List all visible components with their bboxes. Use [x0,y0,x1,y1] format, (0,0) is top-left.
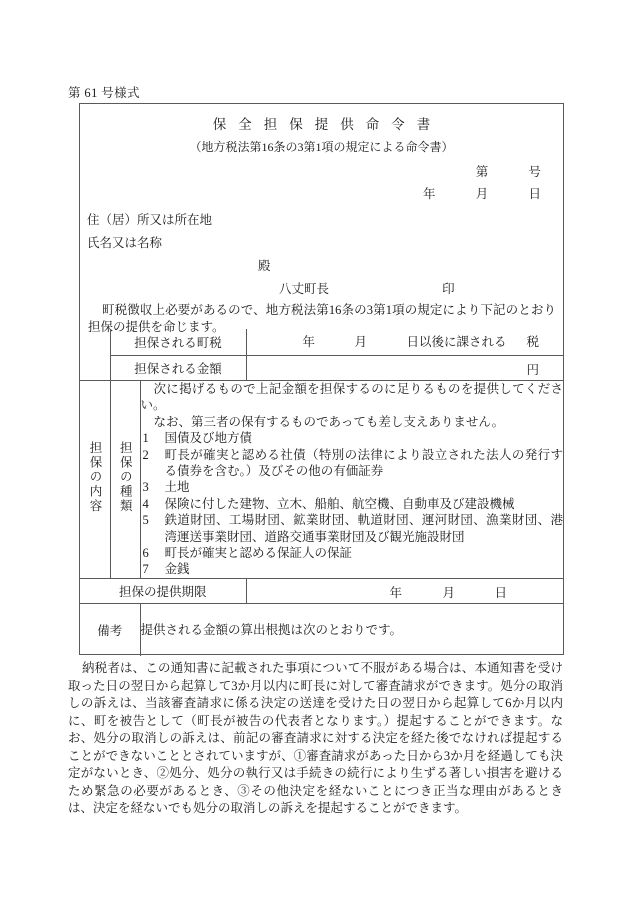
kind-text: 保険に付した建物、立木、船舶、航空機、自動車及び建設機械 [164,496,515,511]
deadline-month-label: 月 [442,585,456,600]
amount-unit-label: 円 [526,363,540,377]
tax-value-cell[interactable] [246,329,563,356]
kind-text: 土地 [164,480,190,495]
list-item [141,447,564,480]
tax-after-text: 日以後に課される [406,335,507,349]
collateral-content-label: 担保の内容 [88,441,102,514]
honorific-label: 殿 [258,259,271,273]
list-item [141,561,564,577]
list-item [141,496,564,512]
kind-number: 2 [142,447,149,462]
remarks-text: 提供される金額の算出根拠は次のとおりです。 [140,622,403,637]
deadline-value-cell[interactable] [246,578,563,603]
form-number: 第 61 号様式 [68,86,140,100]
collateral-kind-label-cell [110,381,140,579]
kind-number: 4 [142,496,149,511]
collateral-kinds-list [141,430,564,578]
kind-text: 鉄道財団、工場財団、鉱業財団、軌道財団、運河財団、漁業財団、港湾運送事業財団、道路交通事業財団及び観光施設財団 [164,513,564,544]
kind-number: 5 [142,513,149,528]
table-row-tax [80,329,563,356]
kind-number: 6 [142,546,149,561]
number-dai-label: 第 [475,165,489,179]
appeal-notice: 納税者は、この通知書に記載された事項について不服がある場合は、本通知書を受け取った日の翌日から起算して3か月以内に町長に対して審査請求ができます。処分の取消しの訴えは、当該審査請求に係る決定の送達を受けた日の翌日から起算して6か月以内に、町を被告として（町長が被告の代表者となります。）提起することができます。なお、処分の取消しの訴えは、前記の審査請求に対する決定を経た後でなければ提起することができないこととされていますが、①審査請求があった日から3か月を経過しても決定がないとき、②処分、処分の執行又は手続きの続行により生ずる著しい損害を避けるため緊急の必要があるとき、③その他決定を経ないことにつき正当な理由があるときは、決定を経ないでも処分の取消しの訴えを提起することができます。 [68,661,563,815]
date-day-label: 日 [528,187,541,201]
list-item [141,512,564,545]
tax-month-label: 月 [354,335,368,349]
date-year-label: 年 [422,187,436,201]
order-statement: 町税徴収上必要があるので、地方税法第16条の3第1項の規定により下記のとおり担保の提供を命じます。 [88,303,556,334]
deadline-label: 担保の提供期限 [119,584,207,599]
remarks-label-cell [80,603,140,656]
list-item [141,430,564,446]
tax-label-cell [110,329,246,356]
table-row-deadline [80,578,563,603]
amount-field [247,357,564,379]
number-gou-label: 号 [528,165,541,179]
kinds-intro-line-2: なお、第三者の保有するものであっても差し支えありません。 [153,414,505,429]
document-subtitle: （地方税法第16条の3第1項の規定による命令書） [189,140,454,154]
collateral-kind-label: 担保の種類 [118,441,133,514]
kind-text: 金銭 [164,562,190,577]
collateral-table [80,329,563,656]
kind-number: 1 [142,431,149,446]
kind-text: 町長が確実と認める社債（特別の法律により設立された法人の発行する債券を含む。）及びその他の有価証券 [164,447,564,479]
kind-text: 町長が確実と認める保証人の保証 [164,546,353,561]
remarks-value-cell[interactable] [140,603,563,656]
collateral-kinds-cell [140,381,563,579]
deadline-year-label: 年 [389,585,403,600]
document-title: 保全担保提供命令書 [212,117,443,132]
issuer-name: 八丈町長 [279,282,330,296]
tax-date-fields [247,329,564,355]
form-outer-box [79,103,564,655]
kind-text: 国債及び地方債 [164,431,253,446]
remarks-label: 備考 [97,623,123,638]
date-month-label: 月 [475,187,489,201]
table-row-amount [80,356,563,381]
seal-mark: 印 [442,282,455,296]
document-date-line [423,184,541,202]
deadline-date-fields [247,580,564,602]
deadline-label-cell [80,578,246,603]
address-label: 住（居）所又は所在地 [87,213,213,227]
form-header [80,104,563,334]
issuer-row [279,279,455,297]
spacer-cell-left [80,329,110,381]
amount-value-cell[interactable] [246,356,563,381]
tax-label: 担保される町税 [134,336,222,350]
name-label: 氏名又は名称 [87,236,163,250]
kind-number: 7 [142,562,149,577]
amount-label-cell [110,356,246,381]
document-number-line [476,162,541,180]
collateral-content-label-cell [80,381,110,579]
kinds-intro-line-1: 次に掲げるもので上記金額を担保するのに足りるものを提供してください。 [140,382,564,413]
table-row-collateral-kinds [80,381,563,579]
list-item [141,545,564,561]
tax-year-label: 年 [302,335,316,349]
kind-number: 3 [142,480,149,495]
table-row-remarks [80,603,563,656]
amount-label: 担保される金額 [134,362,222,376]
tax-unit-label: 税 [526,335,540,349]
deadline-day-label: 日 [494,585,508,600]
list-item [141,479,564,495]
